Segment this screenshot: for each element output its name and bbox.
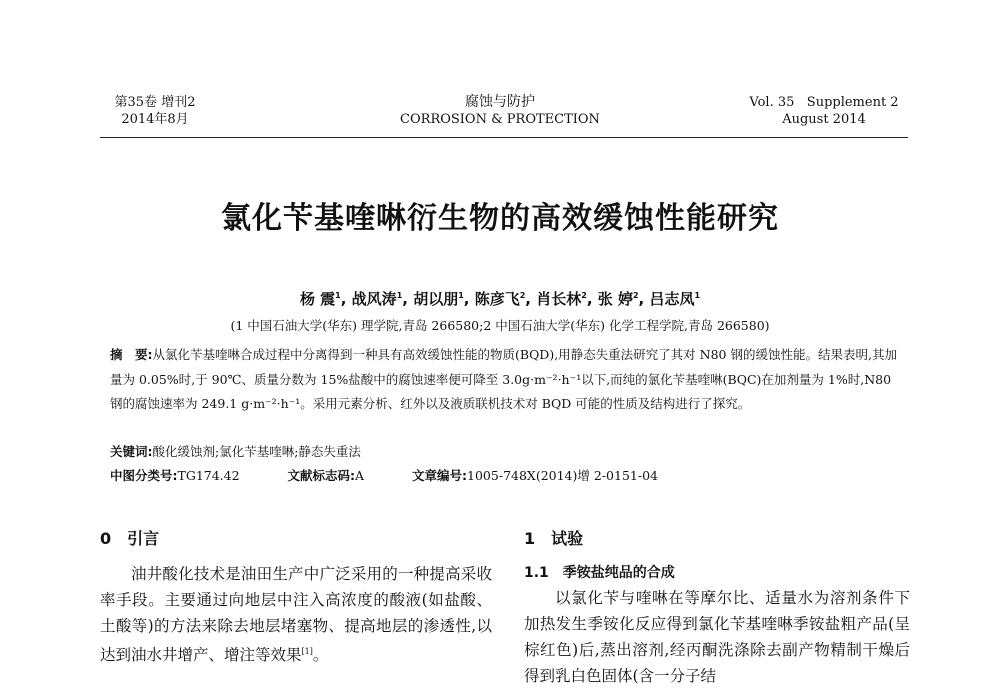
abstract: [110, 343, 900, 417]
journal-name-cn: 腐蚀与防护: [465, 94, 535, 110]
author-affiliation-mark: 1: [458, 291, 464, 300]
clc-value: TG174.42: [177, 468, 240, 483]
journal-name: [350, 94, 650, 128]
author: [649, 290, 700, 308]
doc-code-label: 文献标志码:: [287, 468, 356, 483]
author: 杨 震$^1$,: [299, 290, 352, 308]
author-affiliation-mark: 2: [581, 291, 587, 300]
affiliations: (1 中国石油大学(华东) 理学院,青岛 266580;2 中国石油大学(华东) 化学工程学院,青岛 266580): [230, 318, 770, 333]
author-name: 战风涛: [351, 290, 397, 308]
introduction-paragraph: [100, 561, 492, 668]
journal-name-en: CORROSION & PROTECTION: [400, 112, 600, 127]
subsection-heading: 1.1 季铵盐纯品的合成: [524, 565, 675, 581]
experiment-paragraph: 以氯化苄与喹啉在等摩尔比、适量水为溶剂条件下加热发生季铵化反应得到氯化苄基喹啉季铵盐粗产品(呈棕红色)后,蒸出溶剂,经丙酮洗涤除去副产物精制干燥后得到乳白色固体(含一分子结: [524, 589, 910, 685]
author-name: 胡以朋: [413, 290, 459, 308]
section-heading-introduction: 0 引言: [100, 529, 160, 548]
author-list: [0, 288, 1000, 309]
journal-volume-info-en: [740, 94, 908, 128]
paper-title: 氯化苄基喹啉衍生物的高效缓蚀性能研究: [221, 201, 779, 236]
citation-ref[interactable]: [1]: [301, 647, 313, 656]
publication-date: 2014年8月: [121, 112, 189, 127]
journal-volume-info: [100, 94, 210, 128]
abstract-text: 从氯化苄基喹啉合成过程中分离得到一种具有高效缓蚀性能的物质(BQD),用静态失重法研究了其对 N80 钢的缓蚀性能。结果表明,其加量为 0.05%时,于 90℃、质量分数为 15%盐酸中的腐蚀速率便可降至 3.0g·m⁻²·h⁻¹以下,而纯的氯化苄基喹啉(BQC)在加剂量为 1%时,N80 钢的腐蚀速率为 249.1 g·m⁻²·h⁻¹。采用元素分析、红外以及液质联机技术对 BQD 可能的性质及结构进行了探究。: [110, 347, 897, 411]
author-affiliation-mark: 2: [632, 291, 639, 300]
section-heading-experiment: 1 试验: [524, 529, 584, 548]
author: 胡以朋$^1$,: [413, 290, 475, 308]
article-id-label: 文章编号:: [412, 468, 468, 483]
volume-issue-en: Vol. 35 Supplement 2: [749, 95, 899, 110]
publication-date-en: August 2014: [782, 112, 866, 127]
author-name: 吕志凤: [649, 290, 695, 308]
author-affiliation-mark: 1: [694, 291, 701, 300]
author-affiliation-mark: 1: [396, 291, 403, 300]
paragraph-text: 油井酸化技术是油田生产中广泛采用的一种提高采收率手段。主要通过向地层中注入高浓度的酸液(如盐酸、土酸等)的方法来除去地层堵塞物、提高地层的渗透性,以达到油水井增产、增注等效果: [100, 565, 492, 665]
keywords-text: 酸化缓蚀剂;氯化苄基喹啉;静态失重法: [152, 444, 361, 459]
author-name: 肖长林: [536, 290, 582, 308]
author-name: 杨 震: [299, 290, 336, 308]
volume-issue: 第35卷 增刊2: [114, 95, 196, 110]
author: 陈彦飞$^2$,: [474, 290, 537, 308]
doc-code-value: A: [355, 468, 365, 483]
clc-label: 中图分类号:: [110, 468, 178, 483]
keywords: [110, 440, 900, 465]
article-id-value: 1005-748X(2014)增 2-0151-04: [467, 468, 658, 483]
classification-line: [110, 464, 900, 489]
header-rule: [100, 137, 908, 138]
author-affiliation-mark: 1: [335, 291, 341, 300]
keywords-label: 关键词:: [110, 444, 153, 459]
author-name: 张 婷: [597, 290, 633, 308]
author: 张 婷$^2$,: [597, 290, 650, 308]
author-name: 陈彦飞: [474, 290, 520, 308]
abstract-label: 摘 要:: [110, 347, 153, 362]
paragraph-end: 。: [312, 646, 329, 665]
author: 肖长林$^2$,: [536, 290, 598, 308]
author: 战风涛$^1$,: [351, 290, 414, 308]
author-affiliation-mark: 2: [519, 291, 526, 300]
